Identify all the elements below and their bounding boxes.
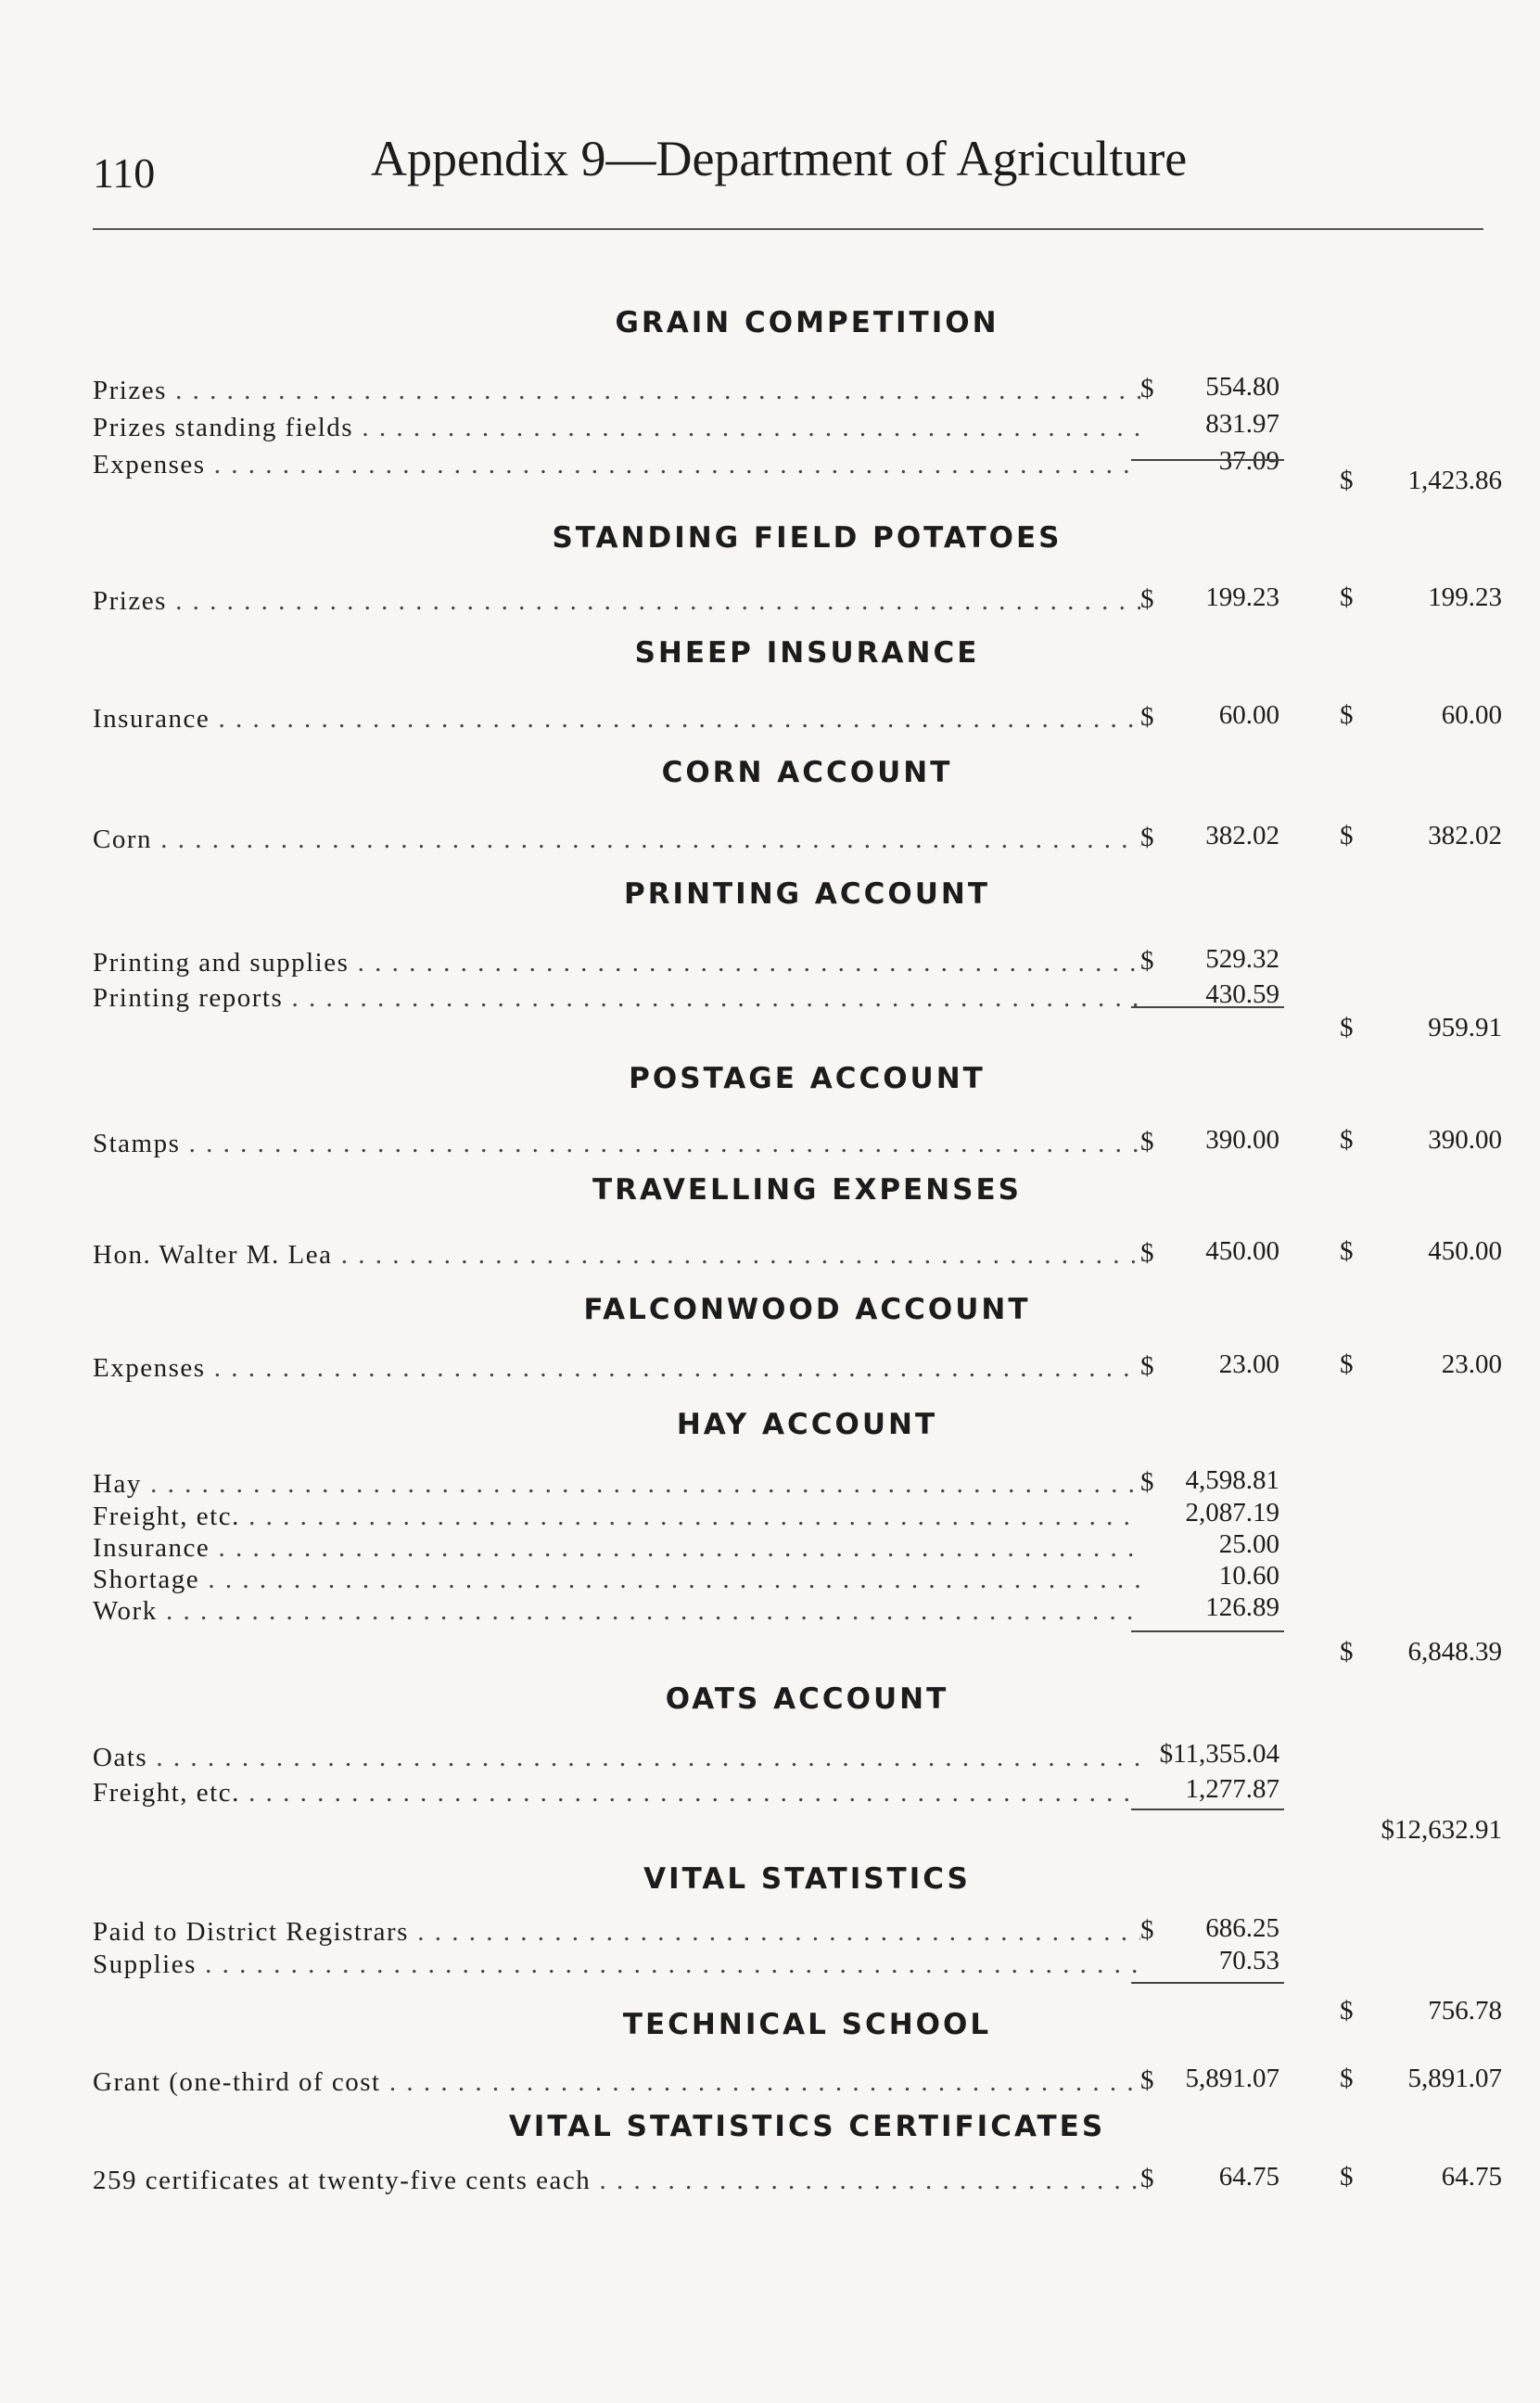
subtotal-rule — [1131, 459, 1284, 461]
dollar-sign: $ — [1140, 1915, 1154, 1945]
row-label: Printing and supplies . . . — [93, 948, 1140, 978]
subtotal-rule — [1131, 1809, 1284, 1810]
section-total: 23.00 — [1441, 1349, 1502, 1379]
section-total: 390.00 — [1428, 1125, 1502, 1155]
section-total-row — [93, 1809, 1502, 1849]
dollar-sign: $ — [1140, 1467, 1154, 1497]
ledger-row — [93, 1736, 1502, 1773]
subtotal-rule — [1131, 1006, 1284, 1008]
ledger-row — [93, 697, 1502, 735]
ledger-row — [93, 1122, 1502, 1159]
row-amount: 1,277.87 — [1185, 1774, 1279, 1804]
section-title-hay: HAY ACCOUNT — [676, 1408, 938, 1441]
ledger-row — [93, 1347, 1502, 1384]
section-total: 5,891.07 — [1407, 2064, 1502, 2093]
dollar-sign: $ — [1140, 1127, 1154, 1157]
section-total: 382.02 — [1428, 821, 1502, 850]
row-label: Prizes standing fields . . . — [93, 413, 1140, 443]
row-amount: 10.60 — [1218, 1561, 1279, 1591]
section-title-sheep: SHEEP INSURANCE — [634, 636, 980, 670]
dollar-sign: $ — [1140, 584, 1154, 614]
row-amount: 64.75 — [1218, 2162, 1279, 2192]
dollar-sign: $ — [1140, 374, 1154, 403]
row-label: Prizes . . . — [93, 586, 1140, 617]
section-title-grain: GRAIN COMPETITION — [615, 306, 999, 339]
row-amount: 199.23 — [1205, 582, 1279, 612]
section-total: 64.75 — [1441, 2162, 1502, 2192]
section-total: 60.00 — [1441, 700, 1502, 730]
ledger-row — [93, 1943, 1502, 1980]
ledger-row — [93, 406, 1502, 443]
section-title-technical: TECHNICAL SCHOOL — [622, 2008, 992, 2041]
dollar-sign: $ — [1340, 582, 1354, 612]
section-total-row — [93, 1006, 1502, 1047]
dollar-sign: $ — [1340, 821, 1354, 850]
dollar-sign: $ — [1340, 1996, 1354, 2026]
row-label: Supplies . . . — [93, 1949, 1140, 1980]
row-label: Paid to District Registrars . . . — [93, 1917, 1140, 1948]
running-title: Appendix 9—Department of Agriculture — [371, 131, 1188, 186]
section-title-falconwood: FALCONWOOD ACCOUNT — [583, 1293, 1031, 1326]
row-label: Shortage . . . — [93, 1565, 1140, 1595]
subtotal-rule — [1131, 1630, 1284, 1632]
ledger-row — [93, 580, 1502, 617]
row-label: Insurance . . . — [93, 704, 1140, 735]
row-amount: 4,598.81 — [1185, 1465, 1279, 1495]
section-total: 959.91 — [1428, 1013, 1502, 1042]
section-title-vital: VITAL STATISTICS — [643, 1862, 971, 1896]
section-title-oats: OATS ACCOUNT — [665, 1682, 949, 1716]
section-total: 1,423.86 — [1407, 466, 1502, 495]
row-label: Stamps . . . — [93, 1129, 1140, 1159]
row-amount: 382.02 — [1205, 821, 1279, 850]
row-label: Hay . . . — [93, 1469, 1140, 1500]
row-amount: 60.00 — [1218, 700, 1279, 730]
section-total: $12,632.91 — [1381, 1815, 1502, 1845]
row-amount: 70.53 — [1218, 1946, 1279, 1975]
section-title-postage: POSTAGE ACCOUNT — [629, 1062, 986, 1095]
dollar-sign: $ — [1340, 1637, 1354, 1667]
dollar-sign: $ — [1140, 946, 1154, 976]
page-number: 110 — [93, 149, 156, 197]
row-label: Expenses . . . — [93, 1353, 1140, 1384]
row-amount: 529.32 — [1205, 944, 1279, 974]
dollar-sign: $ — [1340, 1349, 1354, 1379]
row-label: Work . . . — [93, 1596, 1140, 1627]
ledger-row — [93, 818, 1502, 855]
row-amount: $11,355.04 — [1159, 1739, 1279, 1769]
dollar-sign: $ — [1340, 700, 1354, 730]
dollar-sign: $ — [1340, 1236, 1354, 1266]
ledger-row — [93, 1911, 1502, 1948]
dollar-sign: $ — [1140, 823, 1154, 852]
row-label: Insurance . . . — [93, 1533, 1140, 1564]
section-title-corn: CORN ACCOUNT — [661, 756, 953, 789]
ledger-row — [93, 2061, 1502, 2098]
row-amount: 25.00 — [1218, 1529, 1279, 1559]
dollar-sign: $ — [1140, 2065, 1154, 2095]
row-amount: 450.00 — [1205, 1236, 1279, 1266]
row-amount: 23.00 — [1218, 1349, 1279, 1379]
ledger-row — [93, 2159, 1502, 2196]
row-label: Prizes . . . — [93, 376, 1140, 406]
dollar-sign: $ — [1140, 1351, 1154, 1381]
section-total-row — [93, 459, 1502, 500]
section-total-row — [93, 1630, 1502, 1671]
section-total: 199.23 — [1428, 582, 1502, 612]
dollar-sign: $ — [1340, 466, 1354, 495]
section-total: 6,848.39 — [1407, 1637, 1502, 1667]
ledger-row — [93, 1233, 1502, 1271]
subtotal-rule — [1131, 1982, 1284, 1984]
row-label: Freight, etc. . . . — [93, 1778, 1140, 1809]
ledger-row — [93, 369, 1502, 406]
ledger-row — [93, 1771, 1502, 1809]
dollar-sign: $ — [1140, 1238, 1154, 1268]
section-title-printing: PRINTING ACCOUNT — [623, 877, 991, 911]
row-label: Oats . . . — [93, 1743, 1140, 1773]
row-amount: 5,891.07 — [1185, 2064, 1279, 2093]
row-label: Hon. Walter M. Lea . . . — [93, 1240, 1140, 1271]
row-amount: 2,087.19 — [1185, 1498, 1279, 1527]
dollar-sign: $ — [1140, 2164, 1154, 2193]
row-label: 259 certificates at twenty-five cents each . . . — [93, 2166, 1140, 2196]
dollar-sign: $ — [1140, 702, 1154, 732]
ledger-row — [93, 1463, 1502, 1500]
row-label: Freight, etc. . . . — [93, 1502, 1140, 1532]
dollar-sign: $ — [1340, 1125, 1354, 1155]
row-amount: 37.09 — [1218, 446, 1279, 476]
dollar-sign: $ — [1340, 2162, 1354, 2192]
row-amount: 554.80 — [1205, 372, 1279, 402]
section-title-travelling: TRAVELLING EXPENSES — [592, 1173, 1023, 1207]
row-amount: 831.97 — [1205, 409, 1279, 439]
ledger-row — [93, 941, 1502, 978]
row-amount: 430.59 — [1205, 979, 1279, 1009]
row-label: Printing reports . . . — [93, 983, 1140, 1014]
ledger-row — [93, 1590, 1502, 1627]
dollar-sign: $ — [1340, 1013, 1354, 1042]
section-title-potatoes: STANDING FIELD POTATOES — [552, 521, 1063, 555]
row-amount: 126.89 — [1205, 1592, 1279, 1622]
row-amount: 390.00 — [1205, 1125, 1279, 1155]
row-label: Grant (one-third of cost . . . — [93, 2067, 1140, 2098]
row-amount: 686.25 — [1205, 1913, 1279, 1943]
section-title-certificates: VITAL STATISTICS CERTIFICATES — [508, 2110, 1106, 2143]
dollar-sign: $ — [1340, 2064, 1354, 2093]
row-label: Corn . . . — [93, 824, 1140, 855]
section-total: 450.00 — [1428, 1236, 1502, 1266]
section-total: 756.78 — [1428, 1996, 1502, 2026]
row-label: Expenses . . . — [93, 450, 1140, 480]
